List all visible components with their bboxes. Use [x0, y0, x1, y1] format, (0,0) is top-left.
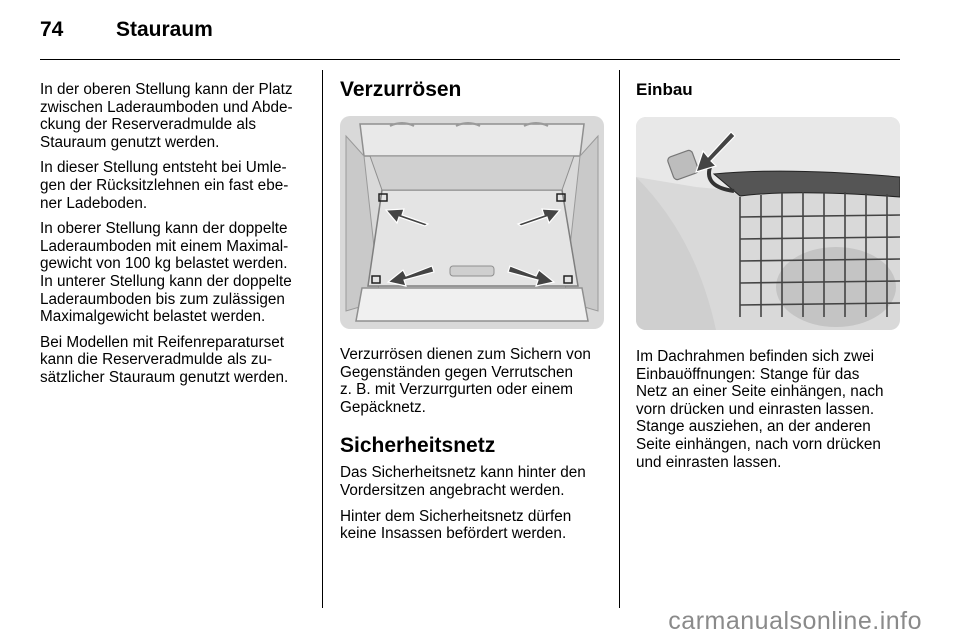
watermark: carmanualsonline.info: [668, 607, 922, 635]
page-number: 74: [40, 18, 64, 41]
column-3: [636, 70, 904, 479]
column-1: [40, 81, 308, 395]
page-title: Stauraum: [116, 18, 213, 41]
section-heading-sicherheitsnetz: Sicherheitsnetz: [340, 434, 496, 458]
trunk-tie-down-illustration: [340, 116, 604, 329]
paragraph: Bei Modellen mit Reifenreparaturset kann die Reserveradmulde als zu- sätzlicher Stauraum genutzt werden.: [40, 333, 289, 386]
paragraph: In dieser Stellung entsteht bei Umle- gen der Rücksitzlehnen ein fast ebe- ner Ladeboden.: [40, 159, 289, 212]
paragraph: Das Sicherheitsnetz kann hinter den Vordersitzen angebracht werden.: [340, 464, 586, 499]
section-heading-verzurroesen: Verzurrösen: [340, 78, 462, 101]
safety-net-installation-illustration: [636, 117, 900, 330]
column-2: [340, 70, 604, 551]
header-rule: [40, 59, 900, 60]
paragraph: In der oberen Stellung kann der Platz zwischen Laderaumboden und Abde- ckung der Reserveradmulde als Stauraum genutzt werden.: [40, 81, 293, 151]
paragraph: Hinter dem Sicherheitsnetz dürfen keine Insassen befördert werden.: [340, 507, 572, 543]
column-divider: [619, 70, 620, 608]
section-heading-einbau: Einbau: [636, 80, 693, 99]
paragraph: Verzurrösen dienen zum Sichern von Gegenständen gegen Verrutschen z. B. mit Verzurrgurten oder einem Gepäcknetz.: [340, 346, 591, 416]
column-divider: [322, 70, 323, 608]
paragraph: Im Dachrahmen befinden sich zwei Einbauöffnungen: Stange für das Netz an einer Seite einhängen, nach vorn drücken und einrasten lassen. Stange ausziehen, an der anderen Seite einhängen, nach vorn drücken und einrasten lassen.: [636, 348, 884, 471]
paragraph: In oberer Stellung kann der doppelte Laderaumboden mit einem Maximal- gewicht von 100 kg belastet werden. In unterer Stellung kann der doppelte Laderaumboden bis zum zulässigen Maximalgewicht belastet werden.: [40, 220, 292, 326]
